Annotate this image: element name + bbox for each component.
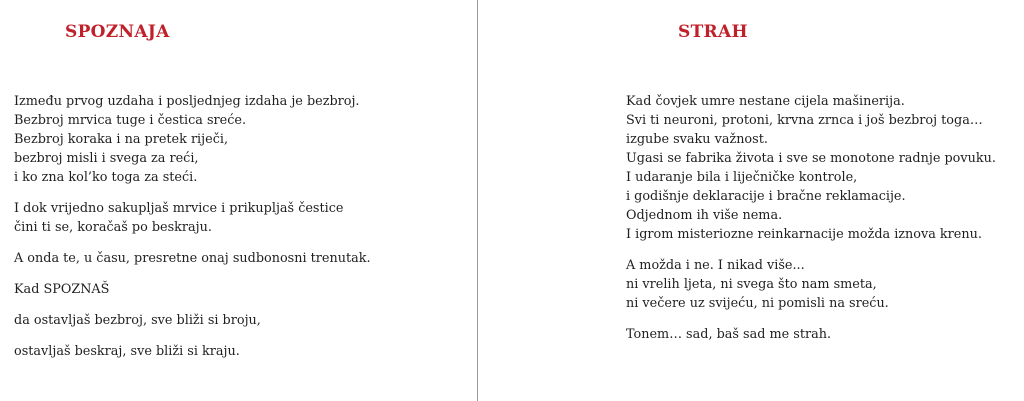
poem-line: Kad čovjek umre nestane cijela mašinerija. [626, 94, 905, 109]
right-poem-body [626, 92, 1021, 356]
poem-line: I udaranje bila i liječničke kontrole, [626, 170, 858, 185]
stanza [14, 311, 469, 330]
poem-line: Ugasi se fabrika života i sve se monotone radnje povuku. [626, 151, 996, 166]
poem-line: Između prvog uzdaha i posljednjeg izdaha je bezbroj. [14, 94, 360, 109]
poem-line: i ko zna kol’ko toga za steći. [14, 170, 198, 185]
stanza [14, 342, 469, 361]
poem-line: Tonem… sad, baš sad me strah. [626, 327, 832, 342]
poem-line: A možda i ne. I nikad više... [626, 258, 805, 273]
poem-line: Bezbroj mrvica tuge i čestica sreće. [14, 113, 247, 128]
poem-line: da ostavljaš bezbroj, sve bliži si broju, [14, 313, 261, 328]
poem-line: I dok vrijedno sakupljaš mrvice i prikupljaš čestice [14, 201, 344, 216]
right-poem-title: STRAH [678, 22, 748, 42]
stanza [626, 256, 1021, 313]
poem-line: ostavljaš beskraj, sve bliži si kraju. [14, 344, 240, 359]
stanza [14, 280, 469, 299]
stanza [14, 199, 469, 237]
stanza [14, 92, 469, 187]
left-poem-body [14, 92, 469, 373]
poem-line: i godišnje deklaracije i bračne reklamacije. [626, 189, 906, 204]
poem-line: Odjednom ih više nema. [626, 208, 783, 223]
poem-line: Kad SPOZNAŠ [14, 282, 110, 297]
left-poem-title: SPOZNAJA [65, 22, 170, 42]
poem-line: čini ti se, koračaš po beskraju. [14, 220, 212, 235]
poem-line: Svi ti neuroni, protoni, krvna zrnca i još bezbroj toga… [626, 113, 983, 128]
stanza [626, 325, 1021, 344]
poem-line: izgube svaku važnost. [626, 132, 768, 147]
poem-line: ni večere uz svijeću, ni pomisli na sreću. [626, 296, 889, 311]
stanza [14, 249, 469, 268]
poem-line: Bezbroj koraka i na pretek riječi, [14, 132, 229, 147]
poem-line: bezbroj misli i svega za reći, [14, 151, 199, 166]
stanza [626, 92, 1021, 244]
column-divider [477, 0, 478, 401]
poem-line: I igrom misteriozne reinkarnacije možda iznova krenu. [626, 227, 982, 242]
poem-line: A onda te, u času, presretne onaj sudbonosni trenutak. [14, 251, 371, 266]
poem-line: ni vrelih ljeta, ni svega što nam smeta, [626, 277, 877, 292]
